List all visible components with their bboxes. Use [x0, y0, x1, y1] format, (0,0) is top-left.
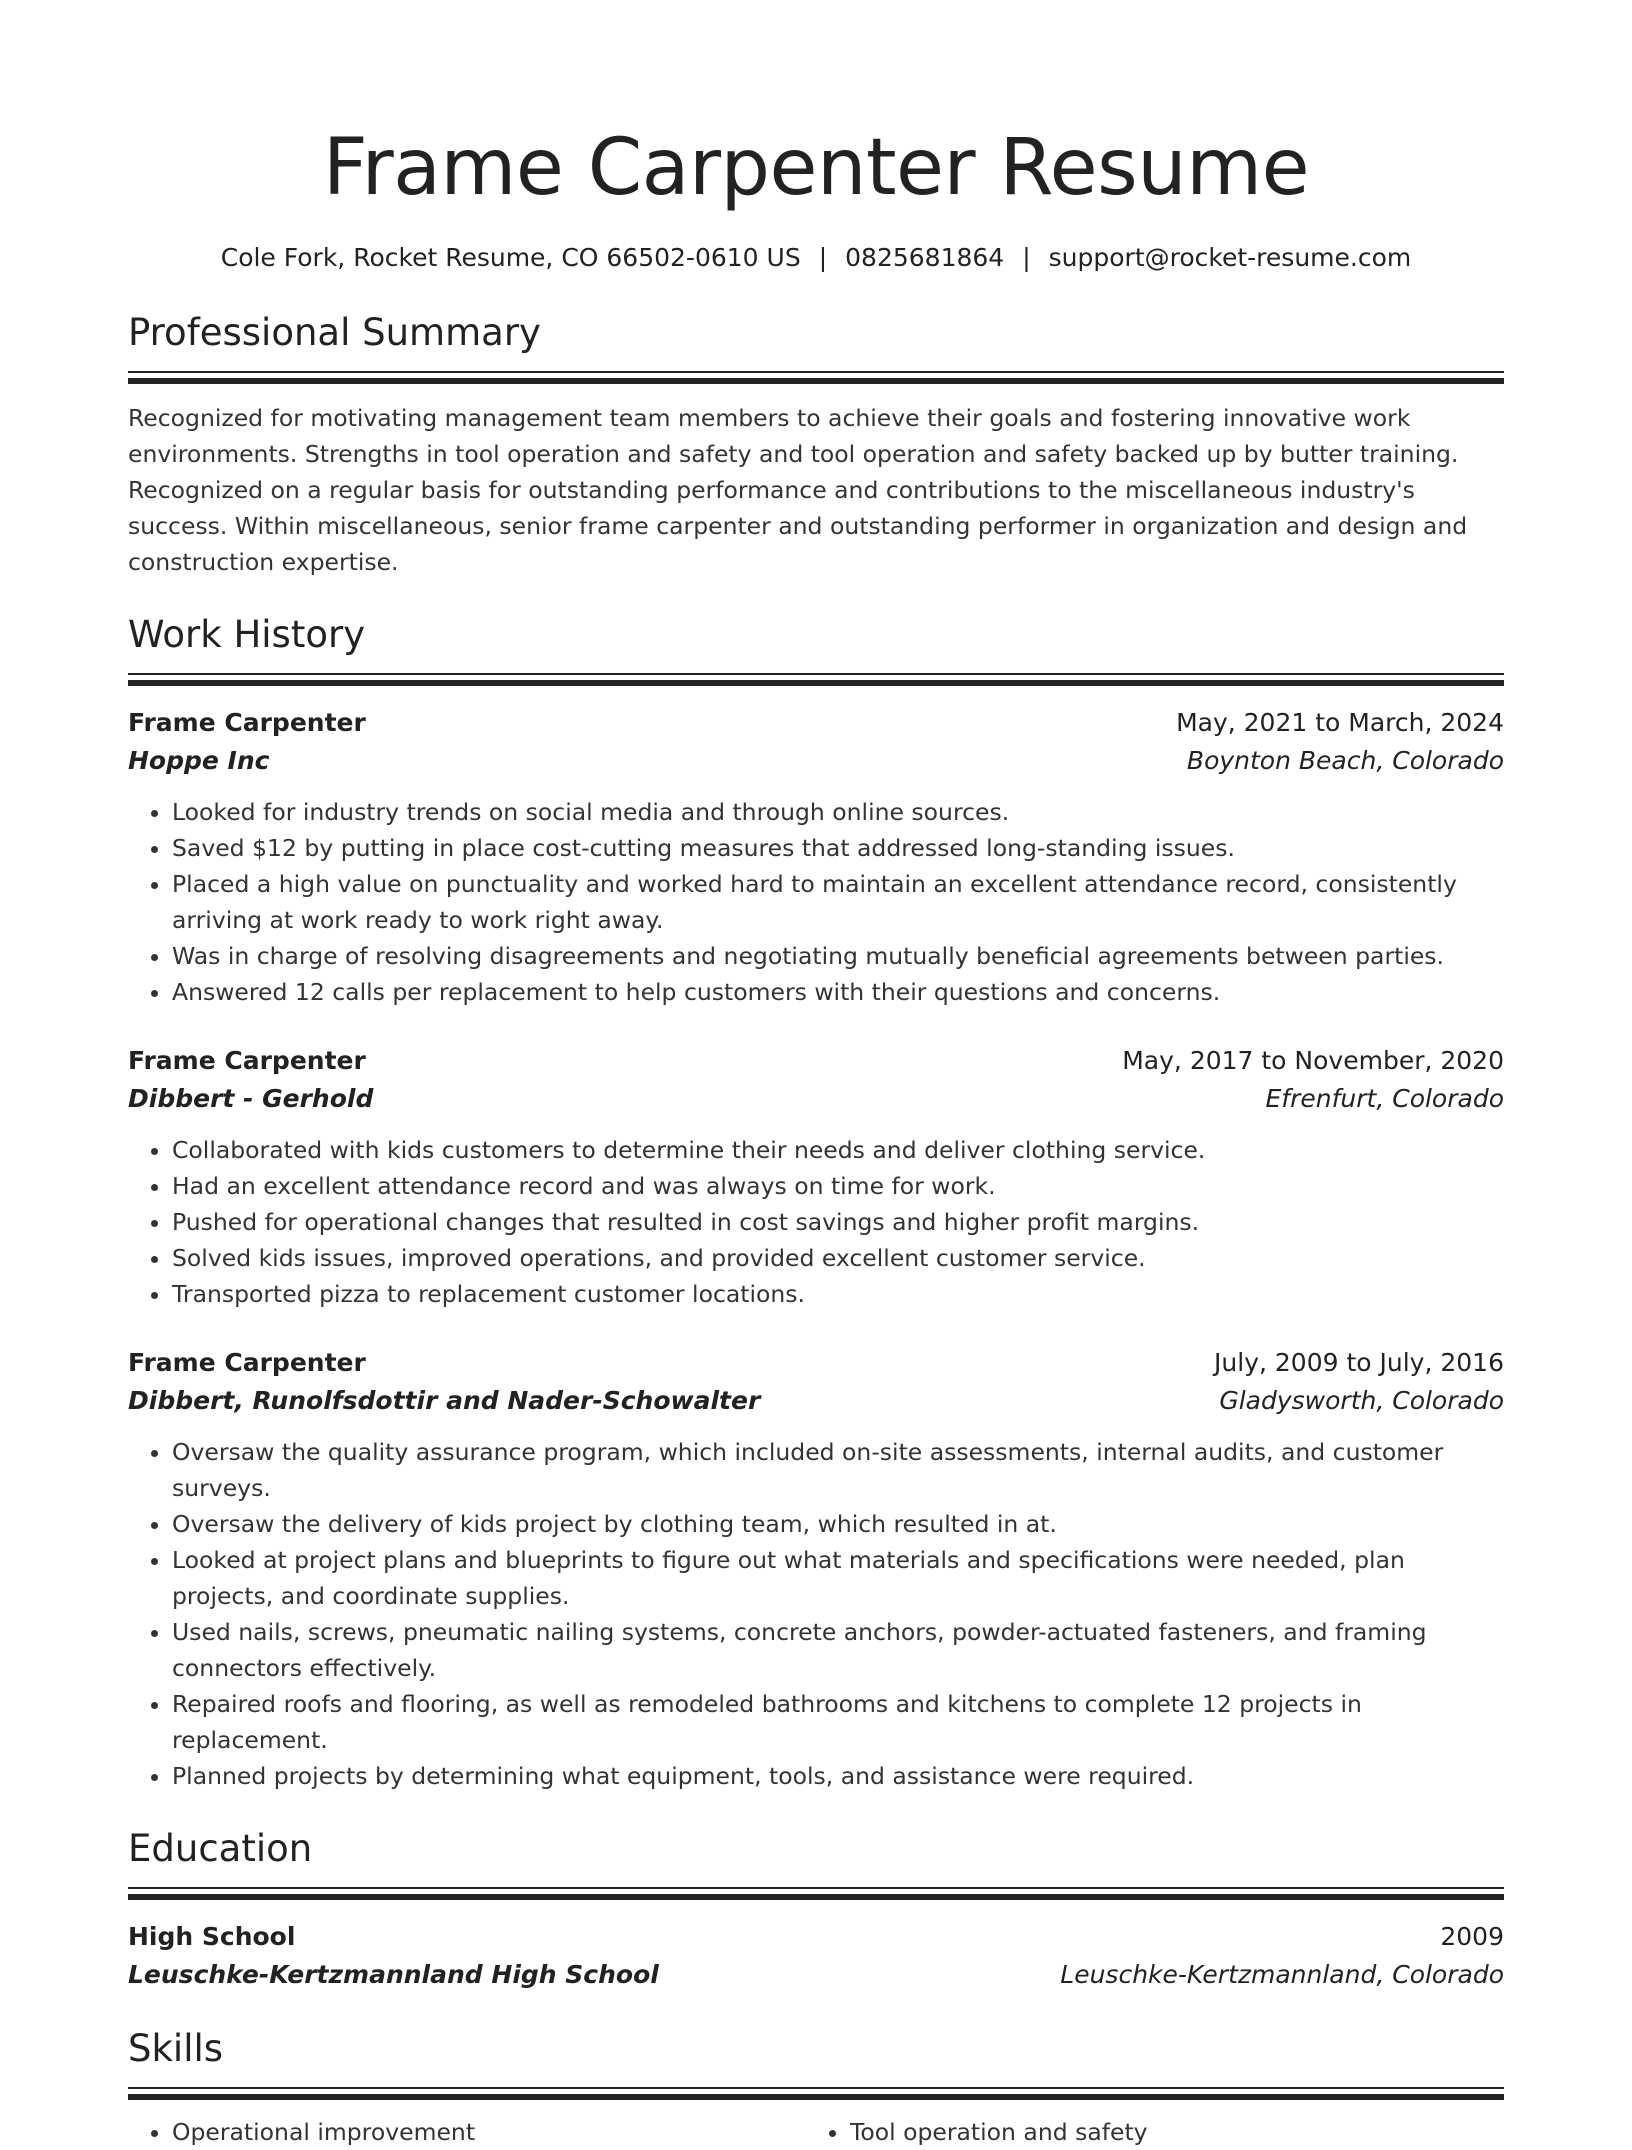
job-location: Efrenfurt, Colorado — [1265, 1084, 1504, 1113]
education-degree: High School — [128, 1922, 296, 1951]
section-divider — [128, 1887, 1504, 1900]
section-divider — [128, 371, 1504, 384]
resume-title: Frame Carpenter Resume — [322, 123, 1310, 213]
job-bullet: • Looked at project plans and blueprints to figure out what materials and specifications were needed, plan projects, and coordinate supplies. — [172, 1542, 1504, 1614]
section-title-skills: Skills — [128, 2027, 224, 2070]
job-bullet: • Repaired roofs and flooring, as well as remodeled bathrooms and kitchens to complete 12 projects in replacement. — [172, 1686, 1504, 1758]
skill-item: • Tool operation and safety — [850, 2114, 1484, 2150]
education-school-row — [128, 1956, 1504, 1994]
skills-section-header — [128, 2024, 1504, 2100]
job-bullet: • Oversaw the delivery of kids project by clothing team, which resulted in at. — [172, 1506, 1504, 1542]
education-entry — [128, 1918, 1504, 1994]
job-bullet: • Solved kids issues, improved operations, and provided excellent customer service. — [172, 1240, 1504, 1276]
job-company-row — [128, 1080, 1504, 1118]
section-title-summary: Professional Summary — [128, 311, 541, 354]
job-dates: May, 2021 to March, 2024 — [1176, 708, 1504, 737]
job-title-row — [128, 704, 1504, 742]
job-company-row — [128, 1382, 1504, 1420]
job-company: Dibbert, Runolfsdottir and Nader-Schowalter — [128, 1386, 761, 1415]
skills-column-left — [128, 2114, 806, 2150]
job-location: Boynton Beach, Colorado — [1186, 746, 1504, 775]
skills-column-right — [806, 2114, 1484, 2150]
job-bullet: • Transported pizza to replacement customer locations. — [172, 1276, 1504, 1312]
section-divider — [128, 673, 1504, 686]
summary-section-header — [128, 308, 1504, 384]
job-bullet: • Placed a high value on punctuality and worked hard to maintain an excellent attendance record, consistently arriving at work ready to work right away. — [172, 866, 1504, 938]
section-divider — [128, 2087, 1504, 2100]
job-title: Frame Carpenter — [128, 1046, 366, 1075]
job-entry — [128, 1042, 1504, 1312]
contact-separator: | — [818, 243, 828, 272]
job-bullet: • Collaborated with kids customers to determine their needs and deliver clothing service. — [172, 1132, 1504, 1168]
job-bullet: • Planned projects by determining what equipment, tools, and assistance were required. — [172, 1758, 1504, 1794]
job-bullets — [128, 1132, 1504, 1312]
job-bullet: • Answered 12 calls per replacement to help customers with their questions and concerns. — [172, 974, 1504, 1010]
job-bullet: • Saved $12 by putting in place cost-cutting measures that addressed long-standing issues. — [172, 830, 1504, 866]
job-title: Frame Carpenter — [128, 1348, 366, 1377]
job-location: Gladysworth, Colorado — [1219, 1386, 1504, 1415]
contact-line — [128, 238, 1504, 278]
job-title-row — [128, 1042, 1504, 1080]
contact-address: Cole Fork, Rocket Resume, CO 66502-0610 US — [220, 243, 801, 272]
summary-text: Recognized for motivating management team members to achieve their goals and fostering innovative work environments. Strengths in tool operation and safety and tool operation and safety backed up by butter training. Recognized on a regular basis for outstanding performance and contributions to the miscellaneous industry's success. Within miscellaneous, senior frame carpenter and outstanding performer in organization and design and construction expertise. — [128, 404, 1468, 576]
job-entry — [128, 1344, 1504, 1794]
education-location: Leuschke-Kertzmannland, Colorado — [1060, 1960, 1504, 1989]
job-title-row — [128, 1344, 1504, 1382]
contact-separator: | — [1022, 243, 1031, 272]
job-bullet: • Looked for industry trends on social media and through online sources. — [172, 794, 1504, 830]
job-company: Dibbert - Gerhold — [128, 1084, 374, 1113]
job-bullet: • Had an excellent attendance record and was always on time for work. — [172, 1168, 1504, 1204]
job-bullet: • Used nails, screws, pneumatic nailing systems, concrete anchors, powder-actuated fasteners, and framing connectors effectively. — [172, 1614, 1504, 1686]
job-bullet: • Was in charge of resolving disagreements and negotiating mutually beneficial agreements between parties. — [172, 938, 1504, 974]
education-school: Leuschke-Kertzmannland High School — [128, 1960, 659, 1989]
contact-phone: 0825681864 — [845, 243, 1005, 272]
resume-page — [128, 118, 1504, 2150]
work-section-header — [128, 610, 1504, 686]
job-bullets — [128, 794, 1504, 1010]
job-bullet: • Oversaw the quality assurance program, which included on-site assessments, internal audits, and customer surveys. — [172, 1434, 1504, 1506]
job-bullet: • Pushed for operational changes that resulted in cost savings and higher profit margins. — [172, 1204, 1504, 1240]
job-dates: July, 2009 to July, 2016 — [1214, 1348, 1504, 1377]
job-bullets — [128, 1434, 1504, 1794]
education-section-header — [128, 1824, 1504, 1900]
skill-item: • Operational improvement — [172, 2114, 806, 2150]
job-entry — [128, 704, 1504, 1010]
job-title: Frame Carpenter — [128, 708, 366, 737]
contact-email[interactable]: support@rocket-resume.com — [1048, 243, 1412, 272]
education-degree-row — [128, 1918, 1504, 1956]
skills-list — [128, 2114, 1504, 2150]
section-title-education: Education — [128, 1827, 313, 1870]
job-dates: May, 2017 to November, 2020 — [1122, 1046, 1504, 1075]
job-company-row — [128, 742, 1504, 780]
job-company: Hoppe Inc — [128, 746, 270, 775]
section-title-work: Work History — [128, 613, 366, 656]
education-year: 2009 — [1440, 1922, 1504, 1951]
